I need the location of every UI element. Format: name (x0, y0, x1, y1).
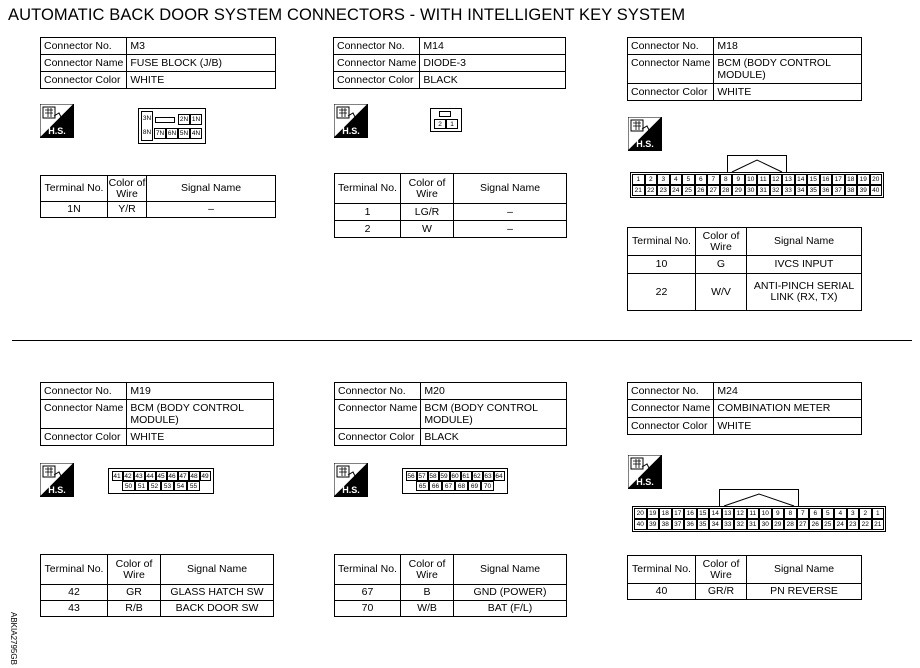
pin: 19 (647, 508, 660, 519)
pin: 11 (747, 508, 760, 519)
hs-icon (628, 455, 662, 489)
pin: 8 (784, 508, 797, 519)
connector-name-value: DIODE-3 (420, 55, 566, 72)
pin: 2 (645, 174, 658, 185)
terminal-no: 40 (628, 584, 696, 600)
pin: 59 (440, 473, 448, 480)
pin: 35 (807, 185, 820, 196)
pin: 38 (845, 185, 858, 196)
connector-face-m18 (630, 155, 884, 199)
pin: 18 (845, 174, 858, 185)
pin: 20 (634, 508, 647, 519)
hs-icon (334, 104, 368, 138)
pin: 38 (659, 519, 672, 530)
pin: 29 (732, 185, 745, 196)
wire-color: B (401, 585, 454, 601)
label-connector-name: Connector Name (628, 400, 714, 418)
connector-lock (727, 155, 787, 173)
pin: 35 (697, 519, 710, 530)
connector-info-m3 (40, 37, 276, 89)
pin: 27 (797, 519, 810, 530)
connector-color-value: WHITE (714, 418, 862, 435)
pin: 57 (418, 473, 426, 480)
pin: 34 (795, 185, 808, 196)
pin: 40 (870, 185, 883, 196)
label-connector-no: Connector No. (41, 383, 127, 400)
svg-text:H.S.: H.S. (636, 477, 654, 487)
pin: 39 (647, 519, 660, 530)
label-connector-no: Connector No. (628, 38, 714, 55)
signal-name: ANTI-PINCH SERIAL LINK (RX, TX) (747, 274, 862, 311)
header-signal-name: Signal Name (747, 228, 862, 256)
pin: 1 (872, 508, 885, 519)
pin: 30 (759, 519, 772, 530)
connector-key (155, 117, 175, 123)
pin: 25 (822, 519, 835, 530)
connector-no-value: M3 (127, 38, 276, 55)
pin: 22 (645, 185, 658, 196)
pin: 24 (670, 185, 683, 196)
pin: 53 (161, 481, 174, 491)
pin: 39 (857, 185, 870, 196)
label-connector-name: Connector Name (334, 55, 420, 72)
pin: 32 (770, 185, 783, 196)
pin: 44 (146, 473, 154, 480)
connector-name-value: BCM (BODY CONTROL MODULE) (421, 400, 567, 429)
pin: 11 (757, 174, 770, 185)
svg-text:H.S.: H.S. (342, 126, 360, 136)
pin: 31 (757, 185, 770, 196)
pin: 42 (124, 473, 132, 480)
pin: 26 (809, 519, 822, 530)
terminal-no: 2 (335, 221, 401, 238)
pin: 28 (784, 519, 797, 530)
pin: 16 (684, 508, 697, 519)
terminal-no: 43 (41, 601, 108, 617)
wire-color: GR/R (696, 584, 747, 600)
pin: 6N (167, 130, 177, 137)
connector-no-value: M19 (127, 383, 274, 400)
pin: 8N (142, 129, 152, 136)
label-connector-name: Connector Name (41, 55, 127, 72)
pin: 30 (745, 185, 758, 196)
pin: 14 (795, 174, 808, 185)
pin: 23 (657, 185, 670, 196)
pin: 3 (657, 174, 670, 185)
pin: 34 (709, 519, 722, 530)
pin: 4 (670, 174, 683, 185)
pin: 67 (442, 481, 455, 491)
terminal-table-m24 (627, 555, 862, 600)
connector-info-m24 (627, 382, 862, 435)
pin: 50 (122, 481, 135, 491)
pin: 70 (481, 481, 494, 491)
connector-info-m18 (627, 37, 862, 101)
connector-info-m19 (40, 382, 274, 446)
pin: 61 (462, 473, 470, 480)
connector-face-m14 (430, 108, 462, 132)
pin: 10 (759, 508, 772, 519)
svg-text:H.S.: H.S. (48, 126, 66, 136)
pin: 69 (468, 481, 481, 491)
pin: 58 (429, 473, 437, 480)
connector-key (439, 111, 451, 117)
pin: 27 (707, 185, 720, 196)
terminal-no: 67 (335, 585, 401, 601)
wire-color: GR (108, 585, 161, 601)
pin: 5N (179, 130, 189, 137)
pin: 55 (187, 481, 200, 491)
signal-name: – (454, 204, 567, 221)
label-connector-color: Connector Color (41, 72, 127, 89)
pin: 31 (747, 519, 760, 530)
wire-color: W/V (696, 274, 747, 311)
figure-code (6, 612, 18, 668)
connector-color-value: BLACK (421, 429, 567, 446)
pin: 22 (859, 519, 872, 530)
pin: 47 (179, 473, 187, 480)
header-terminal-no: Terminal No. (41, 555, 108, 585)
pin: 4N (191, 130, 201, 137)
pin: 46 (168, 473, 176, 480)
label-connector-name: Connector Name (41, 400, 127, 429)
pin: 62 (473, 473, 481, 480)
pin: 7 (707, 174, 720, 185)
wire-color: W (401, 221, 454, 238)
pin: 12 (770, 174, 783, 185)
pin: 40 (634, 519, 647, 530)
connector-face-m3 (138, 108, 206, 144)
connector-no-value: M20 (421, 383, 567, 400)
pin: 41 (113, 473, 121, 480)
pin: 25 (682, 185, 695, 196)
connector-no-value: M18 (714, 38, 862, 55)
connector-no-value: M24 (714, 383, 862, 400)
pin: 2N (179, 116, 189, 123)
header-signal-name: Signal Name (161, 555, 274, 585)
pin: 1 (446, 119, 458, 129)
connector-name-value: BCM (BODY CONTROL MODULE) (127, 400, 274, 429)
label-connector-no: Connector No. (628, 383, 714, 400)
pin: 5 (822, 508, 835, 519)
signal-name: GND (POWER) (454, 585, 567, 601)
pin: 6 (695, 174, 708, 185)
pin: 14 (709, 508, 722, 519)
header-terminal-no: Terminal No. (628, 556, 696, 584)
connector-color-value: BLACK (420, 72, 566, 89)
pin: 2 (434, 119, 446, 129)
signal-name: – (454, 221, 567, 238)
connector-name-value: FUSE BLOCK (J/B) (127, 55, 276, 72)
connector-face-m19 (108, 468, 214, 494)
label-connector-color: Connector Color (334, 72, 420, 89)
pin: 2 (859, 508, 872, 519)
terminal-no: 1N (41, 202, 108, 218)
label-connector-no: Connector No. (334, 38, 420, 55)
pin: 29 (772, 519, 785, 530)
pin: 37 (672, 519, 685, 530)
pin: 68 (455, 481, 468, 491)
pin: 6 (809, 508, 822, 519)
pin: 4 (834, 508, 847, 519)
pin: 5 (682, 174, 695, 185)
pin: 13 (722, 508, 735, 519)
wire-color: R/B (108, 601, 161, 617)
pin: 15 (697, 508, 710, 519)
connector-name-value: BCM (BODY CONTROL MODULE) (714, 55, 862, 84)
pin: 49 (201, 473, 209, 480)
connector-info-m14 (333, 37, 566, 89)
connector-color-value: WHITE (714, 84, 862, 101)
pin: 15 (807, 174, 820, 185)
header-color-of-wire: Color of Wire (401, 174, 454, 204)
pin: 21 (632, 185, 645, 196)
signal-name: BAT (F/L) (454, 601, 567, 617)
terminal-no: 1 (335, 204, 401, 221)
pin: 24 (834, 519, 847, 530)
label-connector-no: Connector No. (335, 383, 421, 400)
pin: 52 (148, 481, 161, 491)
header-signal-name: Signal Name (454, 555, 567, 585)
connector-name-value: COMBINATION METER (714, 400, 862, 418)
pin: 9 (772, 508, 785, 519)
pin: 26 (695, 185, 708, 196)
pin: 17 (672, 508, 685, 519)
connector-face-m20 (402, 468, 508, 494)
pin: 7 (797, 508, 810, 519)
connector-color-value: WHITE (127, 72, 276, 89)
connector-info-m20 (334, 382, 567, 446)
hs-icon (334, 463, 368, 497)
wire-color: G (696, 256, 747, 274)
pin: 28 (720, 185, 733, 196)
header-color-of-wire: Color of Wire (401, 555, 454, 585)
hs-icon (40, 104, 74, 138)
label-connector-color: Connector Color (335, 429, 421, 446)
wire-color: Y/R (108, 202, 147, 218)
pin: 64 (495, 473, 503, 480)
terminal-no: 42 (41, 585, 108, 601)
pin: 33 (722, 519, 735, 530)
header-signal-name: Signal Name (454, 174, 567, 204)
svg-text:H.S.: H.S. (48, 485, 66, 495)
signal-name: GLASS HATCH SW (161, 585, 274, 601)
header-terminal-no: Terminal No. (335, 174, 401, 204)
terminal-no: 10 (628, 256, 696, 274)
header-terminal-no: Terminal No. (335, 555, 401, 585)
header-signal-name: Signal Name (147, 176, 276, 202)
connector-face-m24 (632, 489, 886, 533)
pin: 60 (451, 473, 459, 480)
pin: 21 (872, 519, 885, 530)
terminal-table-m3 (40, 175, 276, 218)
terminal-table-m18 (627, 227, 862, 311)
terminal-table-m14 (334, 173, 567, 238)
label-connector-name: Connector Name (628, 55, 714, 84)
signal-name: BACK DOOR SW (161, 601, 274, 617)
svg-text:H.S.: H.S. (636, 139, 654, 149)
connector-color-value: WHITE (127, 429, 274, 446)
header-color-of-wire: Color of Wire (108, 176, 146, 200)
svg-text:H.S.: H.S. (342, 485, 360, 495)
connector-lock (719, 489, 799, 507)
pin: 20 (870, 174, 883, 185)
terminal-table-m20 (334, 554, 567, 617)
pin: 7N (155, 130, 165, 137)
pin: 66 (429, 481, 442, 491)
pin: 65 (416, 481, 429, 491)
header-terminal-no: Terminal No. (628, 228, 696, 256)
header-color-of-wire: Color of Wire (108, 555, 161, 585)
connector-no-value: M14 (420, 38, 566, 55)
terminal-no: 70 (335, 601, 401, 617)
page-title: AUTOMATIC BACK DOOR SYSTEM CONNECTORS - WITH INTELLIGENT KEY SYSTEM (8, 6, 686, 24)
header-signal-name: Signal Name (747, 556, 862, 584)
pin: 1 (632, 174, 645, 185)
label-connector-color: Connector Color (628, 418, 714, 435)
pin: 3 (847, 508, 860, 519)
figure-code-text: ABKIA2795GB (9, 612, 18, 665)
pin: 8 (720, 174, 733, 185)
terminal-table-m19 (40, 554, 274, 617)
pin: 32 (734, 519, 747, 530)
pin: 45 (157, 473, 165, 480)
pin: 23 (847, 519, 860, 530)
signal-name: IVCS INPUT (747, 256, 862, 274)
hs-icon (40, 463, 74, 497)
wire-color: W/B (401, 601, 454, 617)
header-color-of-wire: Color of Wire (696, 556, 747, 584)
pin: 51 (135, 481, 148, 491)
pin: 16 (820, 174, 833, 185)
section-divider (12, 340, 912, 341)
pin: 54 (174, 481, 187, 491)
terminal-no: 22 (628, 274, 696, 311)
pin: 1N (191, 116, 201, 123)
pin: 36 (820, 185, 833, 196)
pin: 12 (734, 508, 747, 519)
pin: 37 (832, 185, 845, 196)
signal-name: PN REVERSE (747, 584, 862, 600)
header-terminal-no: Terminal No. (41, 176, 108, 202)
label-connector-no: Connector No. (41, 38, 127, 55)
pin: 43 (135, 473, 143, 480)
pin: 48 (190, 473, 198, 480)
pin: 18 (659, 508, 672, 519)
pin: 3N (142, 115, 152, 122)
signal-name: – (147, 202, 276, 218)
header-color-of-wire: Color of Wire (696, 228, 747, 256)
pin: 10 (745, 174, 758, 185)
pin: 63 (484, 473, 492, 480)
label-connector-color: Connector Color (41, 429, 127, 446)
pin: 13 (782, 174, 795, 185)
pin: 17 (832, 174, 845, 185)
pin: 33 (782, 185, 795, 196)
pin: 36 (684, 519, 697, 530)
hs-icon (628, 117, 662, 151)
pin: 56 (407, 473, 415, 480)
wire-color: LG/R (401, 204, 454, 221)
pin: 9 (732, 174, 745, 185)
label-connector-name: Connector Name (335, 400, 421, 429)
label-connector-color: Connector Color (628, 84, 714, 101)
pin: 19 (857, 174, 870, 185)
